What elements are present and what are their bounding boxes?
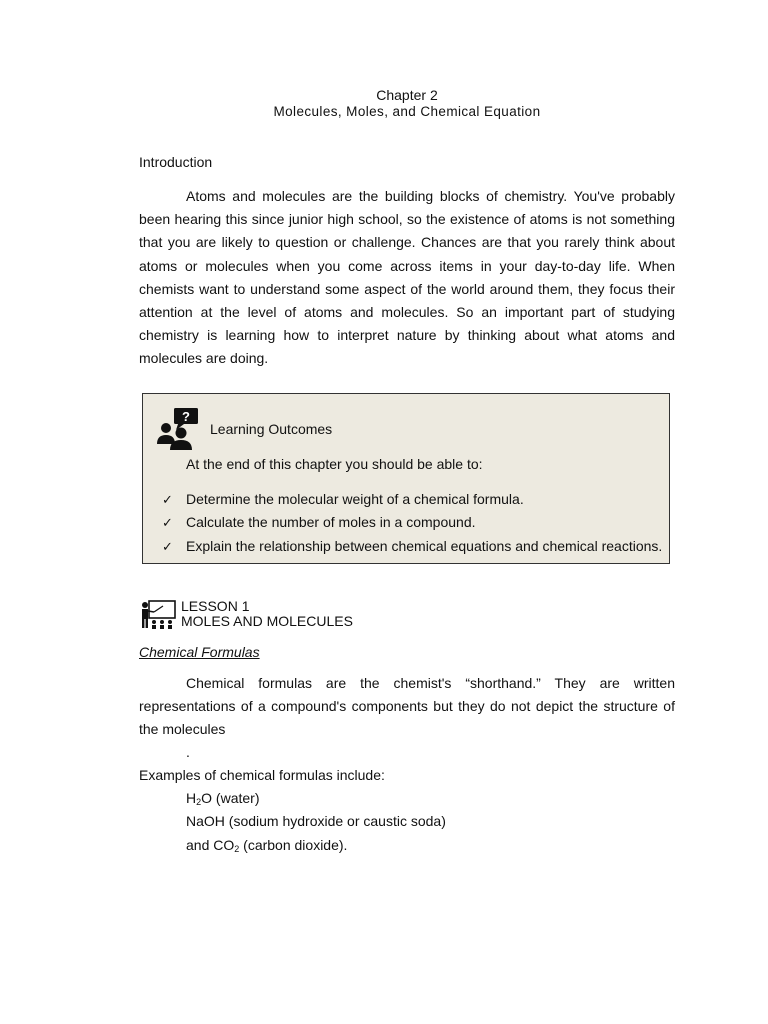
example-formula-item [186, 813, 446, 829]
chapter-number: Chapter 2 [376, 87, 438, 103]
outcome-item [162, 491, 524, 508]
formula-part: and CO [186, 837, 235, 853]
outcome-text: Calculate the number of moles in a compound. [186, 514, 476, 530]
outcome-text: Determine the molecular weight of a chemical formula. [186, 491, 524, 507]
outcome-item [162, 538, 662, 555]
check-icon: ✓ [162, 492, 173, 507]
formula-subscript: 2 [234, 844, 240, 854]
introduction-text: Atoms and molecules are the building blocks of chemistry. You've probably been hearing this since junior high school, so the existence of atoms is not something that you are likely to question or challenge. Chances are that you rarely think about atoms or molecules when you come across items in your day-to-day life. When chemists want to understand some aspect of the world around them, they focus their attention at the level of atoms and molecules. So an important part of studying chemistry is learning how to interpret nature by thinking about what atoms and molecules are doing. [139, 188, 675, 367]
introduction-heading: Introduction [139, 154, 213, 170]
formula-subscript: 2 [196, 797, 202, 807]
formula-part: O (water) [201, 790, 260, 806]
lesson-number: LESSON 1 [181, 598, 250, 614]
check-icon: ✓ [162, 539, 173, 554]
introduction-paragraph [139, 185, 675, 371]
stray-period: . [186, 744, 190, 760]
formula-part: (carbon dioxide). [239, 837, 348, 853]
example-formula-item [186, 790, 259, 807]
check-icon: ✓ [162, 515, 173, 530]
lesson-title: MOLES AND MOLECULES [181, 613, 353, 629]
formula-part: H [186, 790, 197, 806]
learning-outcomes-intro: At the end of this chapter you should be able to: [186, 456, 483, 472]
chapter-title: Molecules, Moles, and Chemical Equation [273, 104, 541, 119]
outcome-text: Explain the relationship between chemical equations and chemical reactions. [186, 538, 663, 554]
chemical-formulas-paragraph [139, 672, 675, 742]
example-formula-item [186, 837, 347, 854]
question-people-icon [156, 408, 200, 450]
svg-text:?: ? [182, 409, 190, 424]
outcome-item [162, 514, 476, 531]
formula-part: NaOH (sodium hydroxide or caustic soda) [186, 813, 446, 829]
chemical-formulas-heading: Chemical Formulas [139, 644, 260, 660]
teacher-classroom-icon [139, 600, 177, 630]
learning-outcomes-title: Learning Outcomes [210, 421, 333, 437]
examples-intro: Examples of chemical formulas include: [139, 767, 385, 783]
chemical-formulas-text: Chemical formulas are the chemist's “shorthand.” They are written representations of a compound's components but they do not depict the structure of the molecules [139, 675, 675, 738]
